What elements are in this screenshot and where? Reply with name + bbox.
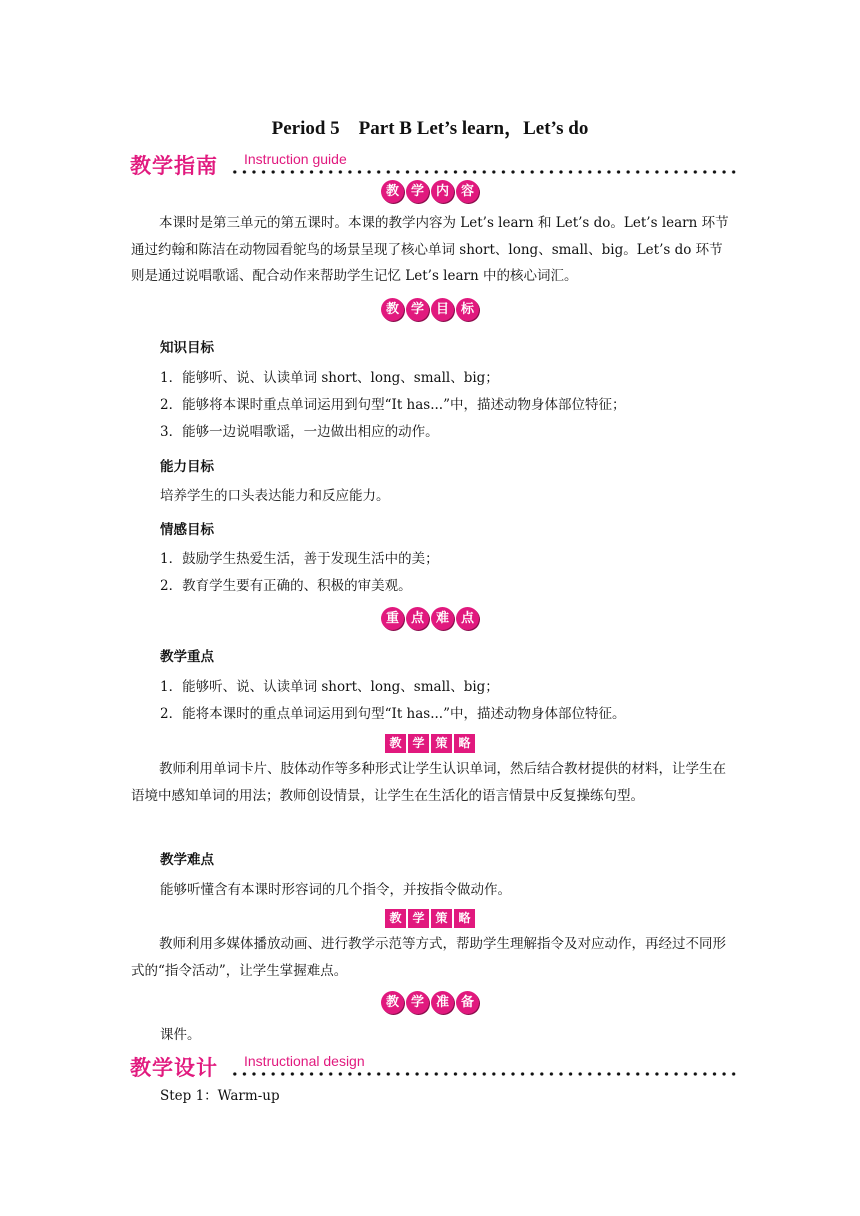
badge-char: 标 xyxy=(456,298,479,321)
difficult-points-text: 能够听懂含有本课时形容词的几个指令，并按指令做动作。 xyxy=(160,882,511,898)
badge-char: 策 xyxy=(431,734,452,753)
section-title-cn: 教学指南 xyxy=(130,154,218,178)
step-1-heading: Step 1：Warm-up xyxy=(160,1088,280,1104)
knowledge-goals-heading: 知识目标 xyxy=(160,340,214,356)
badge-teaching-content xyxy=(0,180,860,203)
badge-char: 难 xyxy=(431,607,454,630)
badge-char: 策 xyxy=(431,909,452,928)
badge-char: 教 xyxy=(381,298,404,321)
difficult-points-heading: 教学难点 xyxy=(160,852,214,868)
list-item: 1．能够听、说、认读单词 short、long、small、big； xyxy=(160,370,499,386)
key-points-heading: 教学重点 xyxy=(160,649,214,665)
page-title: Period 5 Part B Let’s learn，Let’s do xyxy=(271,118,589,139)
badge-teaching-preparation xyxy=(0,991,860,1014)
ability-goals-heading: 能力目标 xyxy=(160,459,214,475)
badge-char: 教 xyxy=(381,180,404,203)
badge-char: 学 xyxy=(406,991,429,1014)
section-header-instruction-guide xyxy=(130,150,740,184)
badge-teaching-goals xyxy=(0,298,860,321)
difficult-strategy-paragraph: 教师利用多媒体播放动画、进行教学示范等方式，帮助学生理解指令及对应动作，再经过不同形式的“指令活动”，让学生掌握难点。 xyxy=(131,936,726,979)
dotted-divider xyxy=(230,170,740,174)
badge-teaching-strategy xyxy=(0,909,860,928)
badge-char: 点 xyxy=(406,607,429,630)
section-title-en: Instruction guide xyxy=(244,151,347,167)
badge-char: 备 xyxy=(456,991,479,1014)
badge-char: 学 xyxy=(406,298,429,321)
badge-char: 教 xyxy=(385,734,406,753)
list-item: 1．鼓励学生热爱生活，善于发现生活中的美； xyxy=(160,551,439,567)
badge-key-difficult-points xyxy=(0,607,860,630)
badge-char: 重 xyxy=(381,607,404,630)
dotted-divider xyxy=(230,1072,740,1076)
ability-goals-text: 培养学生的口头表达能力和反应能力。 xyxy=(160,488,390,504)
list-item: 3．能够一边说唱歌谣，一边做出相应的动作。 xyxy=(160,424,439,440)
badge-char: 点 xyxy=(456,607,479,630)
badge-char: 略 xyxy=(454,909,475,928)
preparation-text: 课件。 xyxy=(160,1027,201,1043)
list-item: 2．教育学生要有正确的、积极的审美观。 xyxy=(160,578,412,594)
badge-char: 教 xyxy=(381,991,404,1014)
badge-char: 学 xyxy=(406,180,429,203)
section-title-cn: 教学设计 xyxy=(130,1056,218,1080)
badge-char: 略 xyxy=(454,734,475,753)
key-strategy-paragraph: 教师利用单词卡片、肢体动作等多种形式让学生认识单词，然后结合教材提供的材料，让学生在语境中感知单词的用法；教师创设情景，让学生在生活化的语言情景中反复操练句型。 xyxy=(131,761,726,804)
list-item: 2．能将本课时的重点单词运用到句型“It has...”中，描述动物身体部位特征。 xyxy=(160,706,626,722)
badge-char: 内 xyxy=(431,180,454,203)
badge-teaching-strategy xyxy=(0,734,860,753)
section-title-en: Instructional design xyxy=(244,1053,365,1069)
badge-char: 学 xyxy=(408,909,429,928)
badge-char: 学 xyxy=(408,734,429,753)
section-header-instructional-design xyxy=(130,1052,740,1086)
badge-char: 容 xyxy=(456,180,479,203)
emotion-goals-heading: 情感目标 xyxy=(160,522,214,538)
content-paragraph: 本课时是第三单元的第五课时。本课的教学内容为 Let’s learn 和 Let’s do。Let’s learn 环节通过约翰和陈洁在动物园看鸵鸟的场景呈现了核心单词 short、long、small、big。Let’s do 环节则是通过说唱歌谣、配合动作来帮助学生记忆 Let’s learn 中的核心词汇。 xyxy=(131,215,729,284)
badge-char: 目 xyxy=(431,298,454,321)
badge-char: 准 xyxy=(431,991,454,1014)
badge-char: 教 xyxy=(385,909,406,928)
list-item: 2．能够将本课时重点单词运用到句型“It has...”中，描述动物身体部位特征； xyxy=(160,397,626,413)
list-item: 1．能够听、说、认读单词 short、long、small、big； xyxy=(160,679,499,695)
